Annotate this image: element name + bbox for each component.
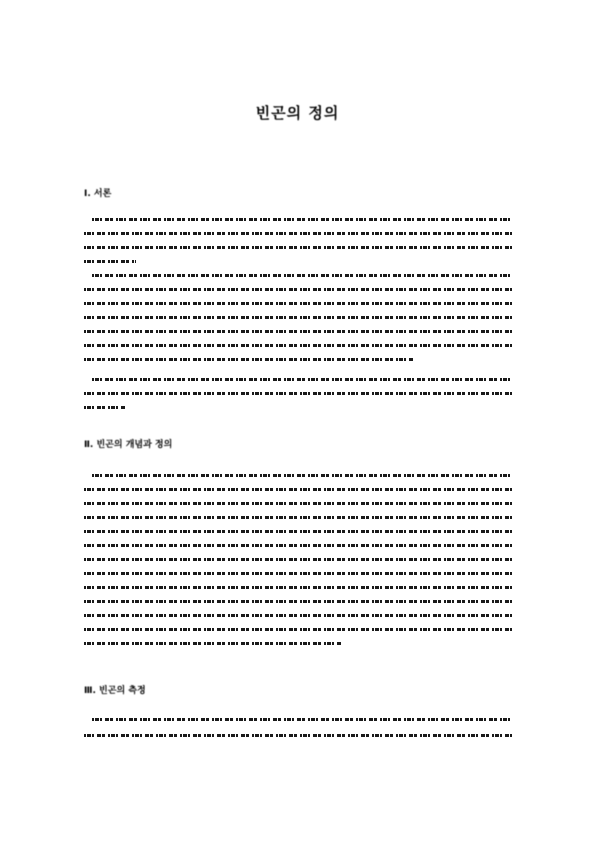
text-line (84, 614, 512, 617)
text-line (84, 288, 512, 291)
text-line (84, 330, 512, 333)
text-line (84, 544, 512, 547)
section-heading-3: Ⅲ. 빈곤의 측정 (84, 686, 146, 696)
text-line (92, 378, 512, 381)
text-line (84, 344, 512, 347)
section-heading-2: Ⅱ. 빈곤의 개념과 정의 (84, 440, 173, 450)
document-title: 빈곤의 정의 (255, 104, 340, 122)
text-line (84, 516, 512, 519)
text-line (92, 218, 512, 221)
text-line (84, 530, 512, 533)
text-line (84, 316, 512, 319)
text-line (84, 642, 342, 645)
text-line (84, 358, 414, 361)
text-line (84, 586, 512, 589)
text-line (84, 502, 512, 505)
section-heading-1: Ⅰ. 서론 (84, 189, 112, 199)
text-line (84, 558, 512, 561)
text-line (84, 600, 512, 603)
text-line (84, 734, 512, 737)
text-line (84, 260, 136, 263)
text-line (84, 406, 126, 409)
text-line (84, 628, 512, 631)
text-line (84, 246, 512, 249)
text-line (84, 488, 512, 491)
text-line (84, 572, 512, 575)
text-line (84, 302, 512, 305)
text-line (92, 274, 512, 277)
text-line (84, 232, 512, 235)
text-line (92, 718, 512, 721)
text-line (92, 474, 512, 477)
text-line (84, 392, 512, 395)
